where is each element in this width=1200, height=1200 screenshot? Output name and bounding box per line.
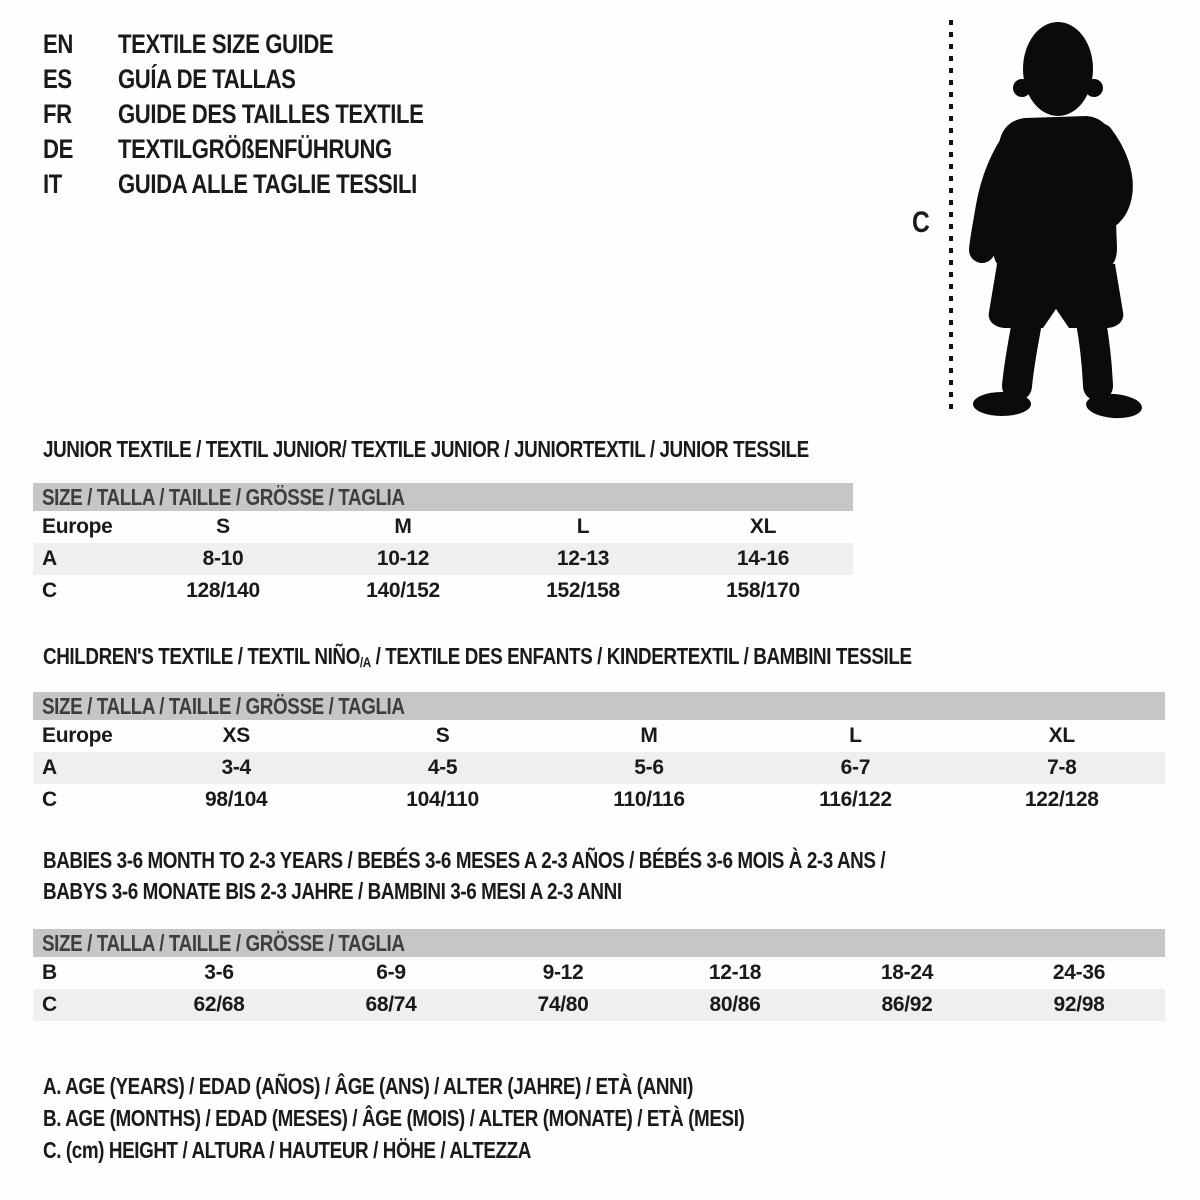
table-row <box>33 720 1165 752</box>
children-section-title <box>43 643 1102 671</box>
size-cell: 80/86 <box>709 993 761 1016</box>
babies-title-line1: BABIES 3-6 MONTH TO 2-3 YEARS / BEBÉS 3-6 MESES A 2-3 AÑOS / BÉBÉS 3-6 MOIS À 2-3 ANS / <box>43 847 886 873</box>
row-label: B <box>42 961 57 984</box>
size-cell: 68/74 <box>365 993 417 1016</box>
children-title-sub: /A <box>359 655 371 672</box>
size-header-bar <box>33 692 1165 720</box>
table-row <box>33 543 853 575</box>
size-cell: L <box>576 515 590 538</box>
size-cell: 116/122 <box>819 788 892 811</box>
table-row <box>33 575 853 607</box>
size-header-label: SIZE / TALLA / TAILLE / GRÖSSE / TAGLIA <box>42 930 405 956</box>
junior-section-title <box>43 436 977 463</box>
children-title-prefix: CHILDREN'S TEXTILE / TEXTIL NIÑO <box>43 643 360 669</box>
size-cell: 62/68 <box>193 993 245 1016</box>
babies-title-line2: BABYS 3-6 MONATE BIS 2-3 JAHRE / BAMBINI 3-6 MESI A 2-3 ANNI <box>43 878 622 904</box>
row-label: A <box>42 547 57 570</box>
height-measure-label: C <box>912 206 930 239</box>
size-cell: XL <box>749 515 777 538</box>
size-cell: 4-5 <box>427 756 458 779</box>
size-cell: 12-18 <box>708 961 762 984</box>
size-cell: 152/158 <box>546 579 620 602</box>
size-cell: 24-36 <box>1052 961 1106 984</box>
size-cell: 158/170 <box>726 579 800 602</box>
language-row <box>43 62 491 97</box>
junior-section-title-text: JUNIOR TEXTILE / TEXTIL JUNIOR/ TEXTILE JUNIOR / JUNIORTEXTIL / JUNIOR TESSILE <box>43 436 809 462</box>
size-cell: L <box>849 724 862 747</box>
language-row <box>43 97 491 132</box>
size-cell: 8-10 <box>202 547 244 570</box>
size-cell: XS <box>222 724 250 747</box>
size-cell: 98/104 <box>204 788 268 811</box>
legend <box>43 1070 898 1166</box>
language-code: ES <box>43 64 72 94</box>
size-cell: 140/152 <box>366 579 440 602</box>
language-title: GUIDE DES TAILLES TEXTILE <box>118 99 424 129</box>
junior-size-table <box>33 483 853 607</box>
size-header-label: SIZE / TALLA / TAILLE / GRÖSSE / TAGLIA <box>42 693 405 719</box>
size-cell: 86/92 <box>881 993 933 1016</box>
language-title: GUÍA DE TALLAS <box>118 64 296 94</box>
size-cell: S <box>216 515 230 538</box>
language-row <box>43 27 491 62</box>
language-row <box>43 132 491 167</box>
size-cell: 9-12 <box>542 961 584 984</box>
baby-silhouette <box>973 22 1143 420</box>
size-cell: 3-6 <box>204 961 234 984</box>
language-title: GUIDA ALLE TAGLIE TESSILI <box>118 169 417 199</box>
size-cell: 12-13 <box>556 547 610 570</box>
size-cell: 74/80 <box>537 993 589 1016</box>
table-row <box>33 957 1165 989</box>
babies-size-table <box>33 929 1165 1021</box>
language-code: DE <box>43 134 73 164</box>
table-row <box>33 752 1165 784</box>
row-label: Europe <box>42 724 113 747</box>
children-section-title-text <box>43 643 912 671</box>
table-row <box>33 989 1165 1021</box>
babies-section-title <box>43 845 1070 907</box>
size-cell: 10-12 <box>376 547 430 570</box>
size-cell: 128/140 <box>186 579 260 602</box>
size-header-label: SIZE / TALLA / TAILLE / GRÖSSE / TAGLIA <box>42 484 405 510</box>
language-title: TEXTILGRÖßENFÜHRUNG <box>118 134 392 164</box>
row-label: Europe <box>42 515 113 538</box>
size-cell: M <box>640 724 658 747</box>
size-header-bar <box>33 483 853 511</box>
size-cell: S <box>435 724 450 747</box>
size-cell: 6-7 <box>840 756 871 779</box>
baby-figure <box>905 12 1145 424</box>
legend-line-b: B. AGE (MONTHS) / EDAD (MESES) / ÂGE (MOIS) / ALTER (MONATE) / ETÀ (MESI) <box>43 1105 745 1131</box>
language-code: IT <box>43 169 62 199</box>
table-row <box>33 511 853 543</box>
size-cell: 3-4 <box>221 756 251 779</box>
language-code: FR <box>43 99 72 129</box>
size-header-bar <box>33 929 1165 957</box>
size-cell: 7-8 <box>1047 756 1077 779</box>
language-code: EN <box>43 29 73 59</box>
children-title-suffix: / TEXTILE DES ENFANTS / KINDERTEXTIL / BAMBINI TESSILE <box>370 643 912 669</box>
size-cell: 5-6 <box>634 756 664 779</box>
language-title: TEXTILE SIZE GUIDE <box>118 29 334 59</box>
size-cell: 104/110 <box>406 788 479 811</box>
row-label: C <box>42 579 57 602</box>
table-row <box>33 784 1165 816</box>
language-row <box>43 167 491 202</box>
legend-line-a: A. AGE (YEARS) / EDAD (AÑOS) / ÂGE (ANS) / ALTER (JAHRE) / ETÀ (ANNI) <box>43 1073 693 1099</box>
children-size-table <box>33 692 1165 816</box>
size-cell: 92/98 <box>1053 993 1105 1016</box>
size-cell: XL <box>1048 724 1075 747</box>
row-label: C <box>42 788 57 811</box>
legend-line-c: C. (cm) HEIGHT / ALTURA / HAUTEUR / HÖHE / ALTEZZA <box>43 1137 532 1163</box>
row-label: A <box>42 756 57 779</box>
size-cell: 18-24 <box>880 961 934 984</box>
size-cell: 6-9 <box>376 961 406 984</box>
size-cell: 122/128 <box>1024 788 1099 811</box>
size-cell: 110/116 <box>613 788 685 811</box>
size-cell: M <box>394 515 412 538</box>
language-title-list <box>43 27 491 202</box>
row-label: C <box>42 993 57 1016</box>
size-cell: 14-16 <box>736 547 790 570</box>
